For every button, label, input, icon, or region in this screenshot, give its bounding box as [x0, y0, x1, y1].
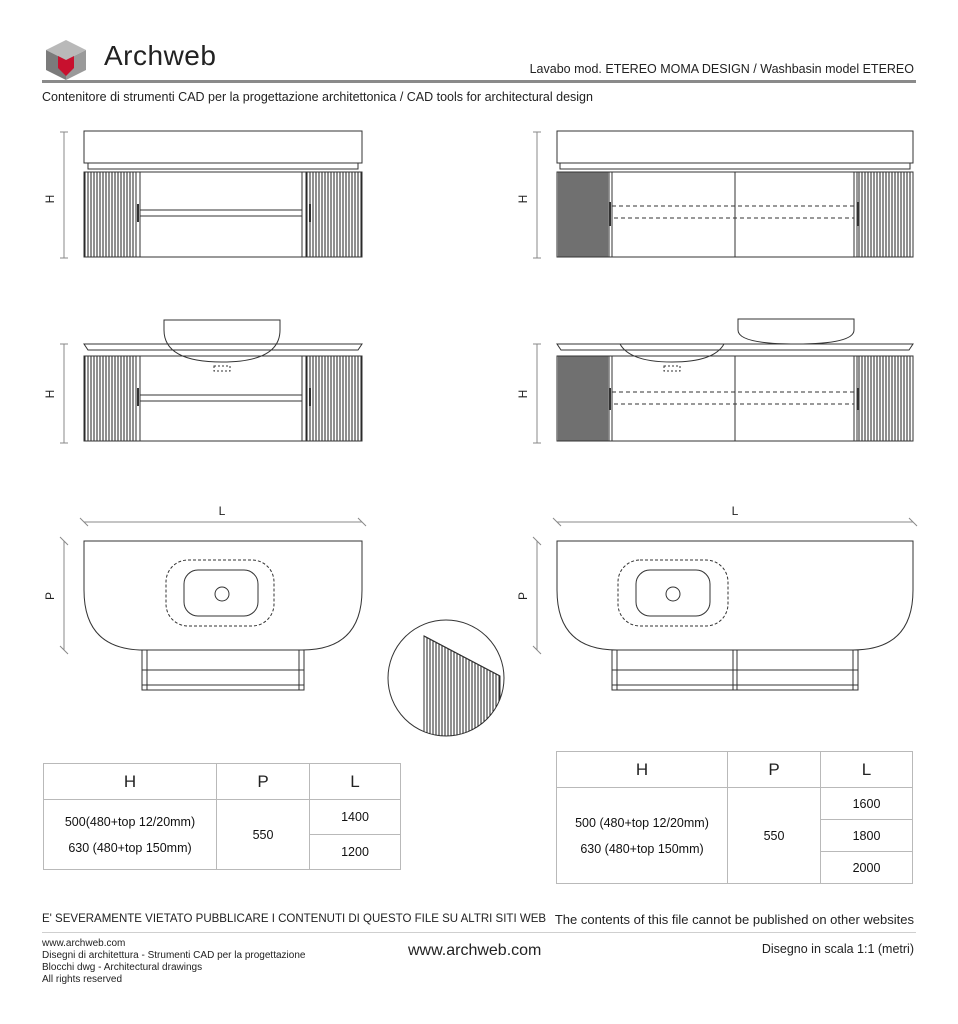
- l-value-cell: 1400: [310, 800, 401, 835]
- warning-english: The contents of this file cannot be published on other websites: [554, 912, 914, 927]
- scale-note: Disegno in scala 1:1 (metri): [761, 942, 914, 956]
- label-h-3: H: [43, 389, 57, 399]
- h-value: 500(480+top 12/20mm): [64, 814, 196, 829]
- header-h: H: [557, 752, 728, 788]
- footer-line-rights: All rights reserved: [42, 974, 123, 985]
- warning-italian: E' SEVERAMENTE VIETATO PUBBLICARE I CONTENUTI DI QUESTO FILE SU ALTRI SITI WEB: [42, 913, 547, 925]
- subtitle: Contenitore di strumenti CAD per la progettazione architettonica / CAD tools for architectural design: [42, 90, 593, 104]
- l-value-cell: 1200: [310, 835, 401, 870]
- label-l-2: L: [731, 504, 739, 518]
- flute-detail: [388, 620, 504, 740]
- drawing-title: Lavabo mod. ETEREO MOMA DESIGN / Washbasin model ETEREO: [529, 62, 914, 76]
- h-values-cell: [557, 788, 728, 884]
- header-h: H: [44, 764, 217, 800]
- footer-line-blocks: Blocchi dwg - Architectural drawings: [42, 962, 203, 973]
- header-p: P: [728, 752, 821, 788]
- l-value-cell: 2000: [821, 852, 913, 884]
- elevation-small-basin: [60, 320, 362, 443]
- brand-name: Archweb: [104, 40, 217, 71]
- h-value: 630 (480+top 150mm): [580, 841, 704, 856]
- elevation-small-top: [60, 131, 362, 258]
- plan-large: [533, 518, 917, 690]
- h-values-cell: [44, 800, 217, 870]
- footer-line-website[interactable]: www.archweb.com: [42, 938, 126, 949]
- header-p: P: [217, 764, 310, 800]
- label-h-1: H: [43, 194, 57, 204]
- elevation-large-basin: [533, 319, 913, 443]
- label-p-1: P: [43, 591, 57, 601]
- dimensions-table-small: [43, 763, 401, 870]
- website-link[interactable]: www.archweb.com: [408, 942, 542, 959]
- label-h-4: H: [516, 389, 530, 399]
- dimensions-table-large: [556, 751, 913, 884]
- elevation-large-top: [533, 131, 913, 258]
- label-l-1: L: [218, 504, 226, 518]
- label-p-2: P: [516, 591, 530, 601]
- header-l: L: [310, 764, 401, 800]
- p-value-cell: 550: [728, 788, 821, 884]
- label-h-2: H: [516, 194, 530, 204]
- h-value: 500 (480+top 12/20mm): [575, 815, 709, 830]
- p-value-cell: 550: [217, 800, 310, 870]
- header-l: L: [821, 752, 913, 788]
- plan-small: [60, 518, 366, 690]
- h-value: 630 (480+top 150mm): [68, 840, 192, 855]
- l-value-cell: 1800: [821, 820, 913, 852]
- l-value-cell: 1600: [821, 788, 913, 820]
- footer-divider: [42, 932, 916, 933]
- footer-line-description: Disegni di architettura - Strumenti CAD per la progettazione: [42, 950, 306, 961]
